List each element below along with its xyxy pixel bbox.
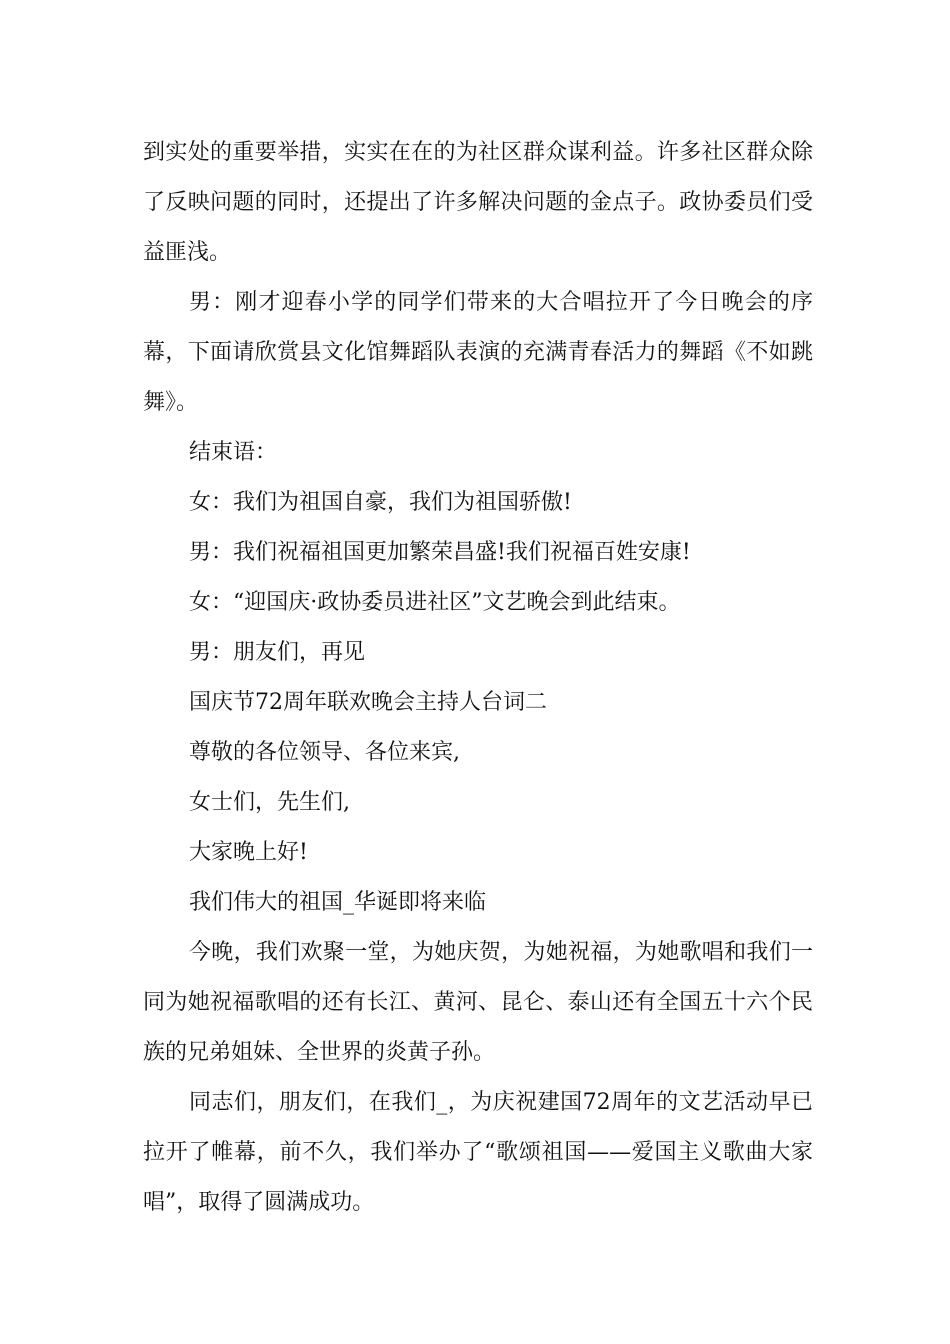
paragraph-male-intro: 男：刚才迎春小学的同学们带来的大合唱拉开了今日晚会的序幕，下面请欣赏县文化馆舞蹈队表演的充满青春活力的舞蹈《不如跳舞》。 [143,290,813,415]
paragraph-continuation: 到实处的重要举措，实实在在的为社区群众谋利益。许多社区群众除了反映问题的同时，还提出了许多解决问题的金点子。政协委员们受益匪浅。 [143,140,813,265]
document-body [143,128,813,1228]
greeting-2: 女士们，先生们, [189,790,350,815]
line-male-1: 男：我们祝福祖国更加繁荣昌盛!我们祝福百姓安康! [189,540,691,565]
line-female-2: 女：“迎国庆·政协委员进社区”文艺晚会到此结束。 [189,590,681,615]
section-title: 国庆节72周年联欢晚会主持人台词二 [189,690,547,715]
line-female-1: 女：我们为祖国自豪，我们为祖国骄傲! [189,490,572,515]
greeting-1: 尊敬的各位领导、各位来宾, [189,740,460,765]
greeting-3: 大家晚上好! [189,840,308,865]
paragraph-tonight: 今晚，我们欢聚一堂，为她庆贺，为她祝福，为她歌唱和我们一同为她祝福歌唱的还有长江、黄河、昆仑、泰山还有全国五十六个民族的兄弟姐妹、全世界的炎黄子孙。 [143,940,813,1065]
closing-heading: 结束语： [189,440,278,465]
paragraph-comrades: 同志们，朋友们，在我们_，为庆祝建国72周年的文艺活动早已拉开了帷幕，前不久，我们举办了“歌颂祖国——爱国主义歌曲大家唱”，取得了圆满成功。 [143,1090,813,1215]
line-male-2: 男：朋友们，再见 [189,640,366,665]
line-motherland: 我们伟大的祖国_华诞即将来临 [189,890,487,915]
